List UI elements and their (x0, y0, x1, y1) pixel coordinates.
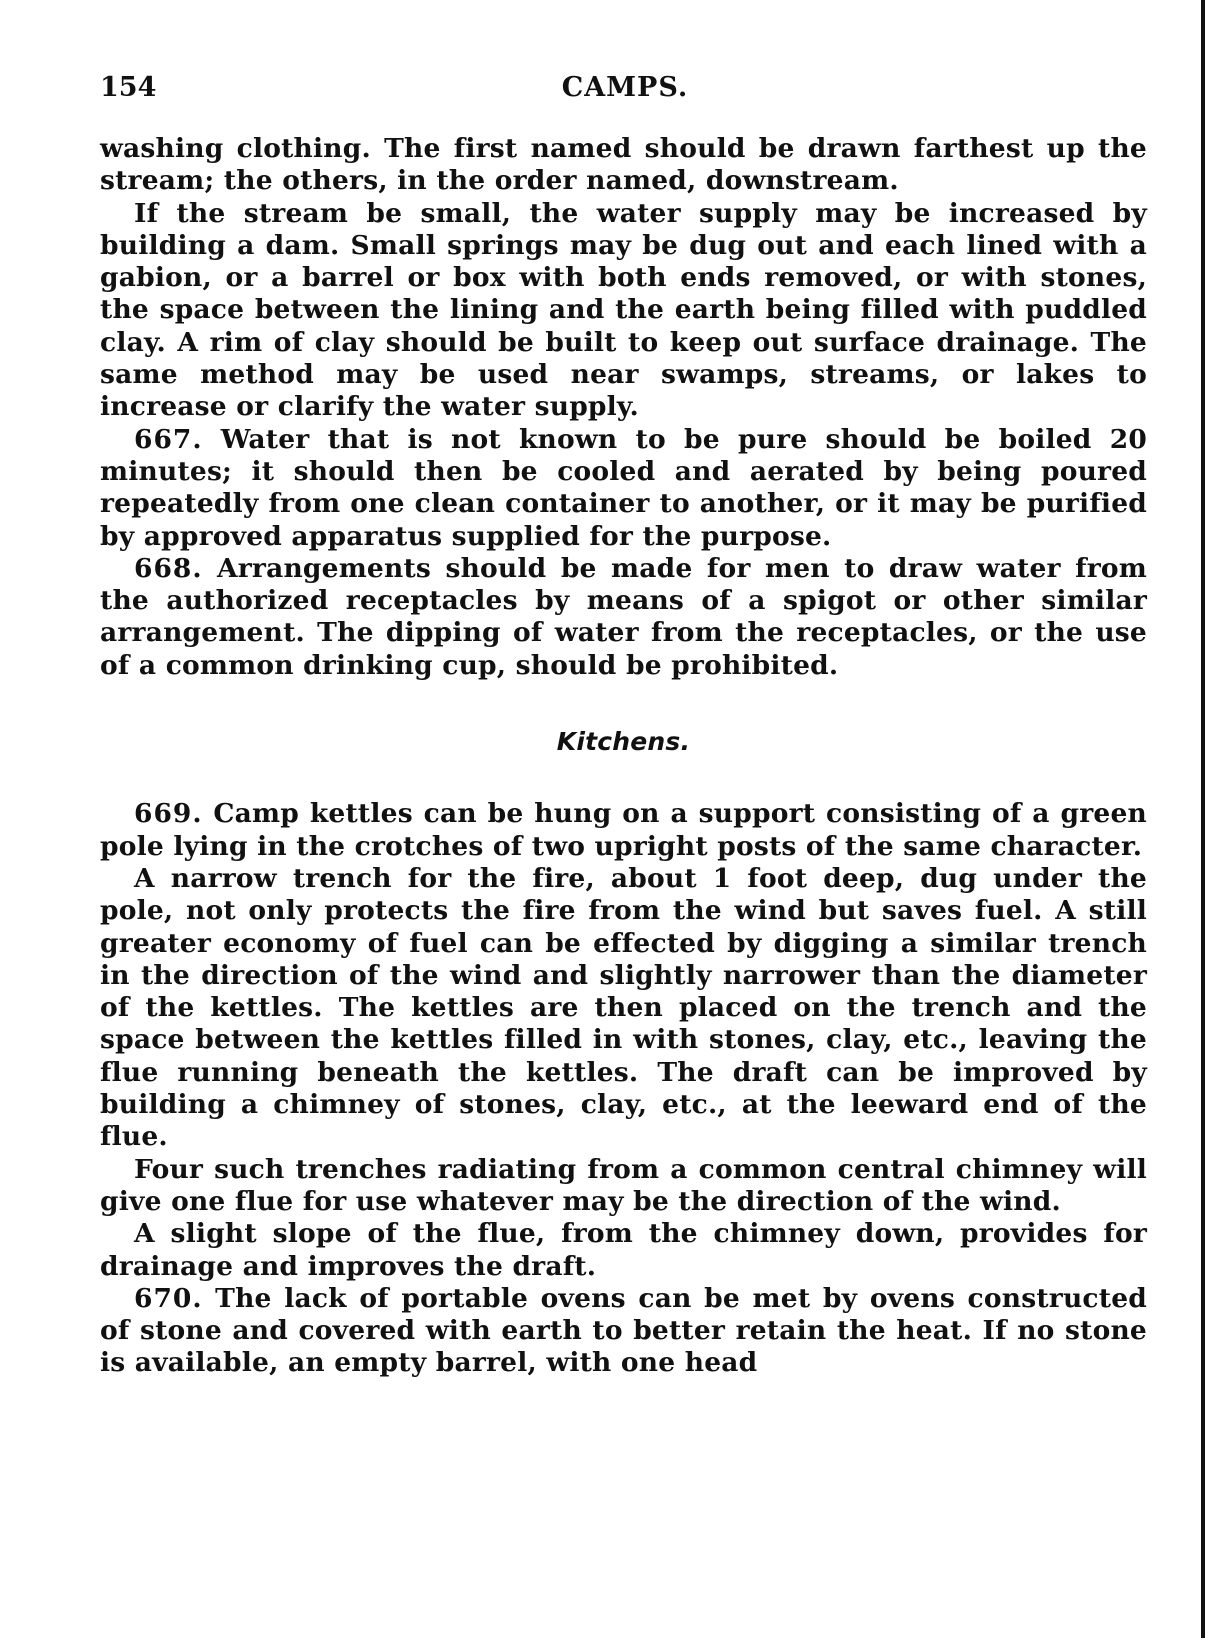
paragraph-text: The lack of portable ovens can be met by ovens constructed of stone and covered with earth to better retain the heat. If no stone is available, an empty barrel, with one head (100, 1282, 1147, 1379)
paragraph-669 (100, 798, 1147, 863)
paragraph-670 (100, 1283, 1147, 1380)
section-heading: Kitchens. (556, 727, 691, 757)
paragraph-668 (100, 553, 1147, 682)
paragraph-text: Four such trenches radiating from a common central chimney will give one flue for use whatever may be the direction of the wind. (100, 1153, 1147, 1217)
page-header (100, 72, 1150, 112)
paragraph-number: 669. (134, 798, 203, 830)
paragraph-text: Camp kettles can be hung on a support consisting of a green pole lying in the crotches of two upright posts of the same character. (100, 798, 1147, 862)
paragraph-text: Water that is not known to be pure should be boiled 20 minutes; it should then be cooled and aerated by being poured repeatedly from one clean container to another, or it may be purified by approved apparatus supplied for the purpose. (100, 423, 1147, 552)
paragraph (100, 198, 1147, 424)
page-number: 154 (100, 72, 157, 103)
running-head: CAMPS. (561, 72, 689, 103)
paragraph-text: A narrow trench for the fire, about 1 foot deep, dug under the pole, not only protects the fire from the wind but saves fuel. A still greater economy of fuel can be effected by digging a similar trench in the direction of the wind and slightly narrower than the diameter of the kettles. The kettles are then placed on the trench and the space between the kettles filled in with stones, clay, etc., leaving the flue running beneath the kettles. The draft can be improved by building a chimney of stones, clay, etc., at the leeward end of the flue. (100, 862, 1147, 1153)
page-binding-edge (1201, 0, 1205, 1638)
paragraph-text: Arrangements should be made for men to draw water from the authorized receptacles by means of a spigot or other similar arrangement. The dipping of water from the receptacles, or the use of a common drinking cup, should be prohibited. (100, 552, 1147, 681)
paragraph-number: 667. (134, 423, 203, 455)
paragraph-667 (100, 424, 1147, 553)
paragraph-number: 668. (134, 552, 203, 584)
paragraph-text: A slight slope of the flue, from the chimney down, provides for drainage and improves the draft. (100, 1218, 1147, 1282)
paragraph (100, 863, 1147, 1154)
paragraph-number: 670. (134, 1282, 203, 1314)
paragraph-text: If the stream be small, the water supply may be increased by building a dam. Small springs may be dug out and each lined with a gabion, or a barrel or box with both ends removed, or with stones, the space between the lining and the earth being filled with puddled clay. A rim of clay should be built to keep out surface drainage. The same method may be used near swamps, streams, or lakes to increase or clarify the water supply. (100, 197, 1147, 423)
page-body (100, 133, 1147, 1380)
paragraph (100, 1154, 1147, 1219)
paragraph (100, 1218, 1147, 1283)
paragraph (100, 133, 1147, 198)
paragraph-text: washing clothing. The first named should be drawn farthest up the stream; the others, in the order named, downstream. (100, 133, 1147, 197)
